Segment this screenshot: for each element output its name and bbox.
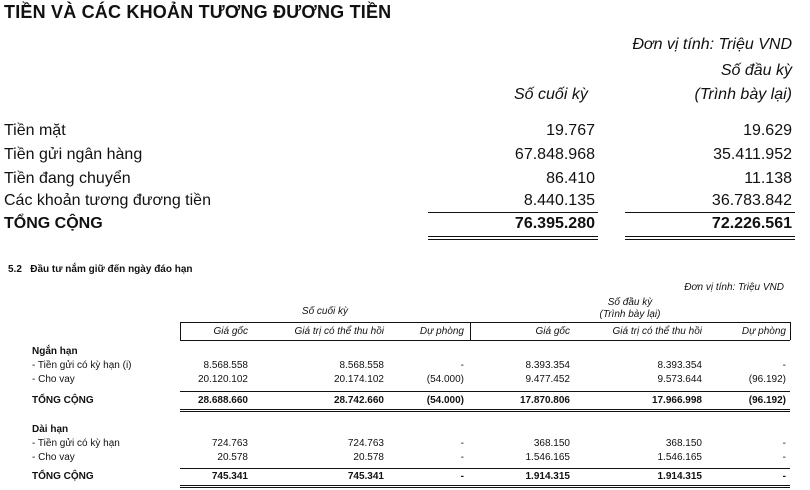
total-value-begin: 72.226.561 — [711, 215, 792, 232]
sub-col-header: Giá trị có thể thu hồi — [612, 326, 702, 337]
total-cell: - — [782, 471, 786, 482]
total-label: TỔNG CỘNG — [4, 215, 103, 232]
sub-col-header: Giá trị có thể thu hồi — [294, 326, 384, 337]
table-cell: - — [782, 360, 786, 371]
table-cell: - — [460, 438, 464, 449]
table-cell: (96.192) — [748, 374, 786, 385]
table-cell: 1.546.165 — [525, 452, 570, 463]
group-header-begin-line2: (Trình bày lại) — [599, 309, 661, 320]
sub-col-header: Dự phòng — [419, 326, 464, 337]
table-cell: - — [782, 438, 786, 449]
table-cell: - — [782, 452, 786, 463]
total-value-end: 76.395.280 — [514, 215, 595, 232]
table-row-label: - Cho vay — [32, 452, 75, 463]
section-title: TIỀN VÀ CÁC KHOẢN TƯƠNG ĐƯƠNG TIỀN — [4, 2, 392, 22]
total-rule — [625, 236, 795, 237]
total-rule — [180, 468, 790, 469]
subsection-title — [8, 264, 193, 275]
table-cell: 8.393.354 — [525, 360, 570, 371]
total-cell: 745.341 — [211, 471, 248, 482]
column-header-end: Số cuối kỳ — [514, 86, 588, 103]
row-value-begin: 35.411.952 — [713, 146, 792, 163]
total-rule — [180, 391, 790, 392]
table-cell: 8.568.558 — [339, 360, 384, 371]
sub-col-header: Dự phòng — [741, 326, 786, 337]
total-label: TỔNG CỘNG — [32, 395, 94, 406]
total-cell: (96.192) — [748, 395, 786, 406]
table-cell: 20.578 — [353, 452, 384, 463]
subtotal-rule — [428, 212, 598, 213]
total-rule — [180, 409, 790, 410]
row-value-end: 8.440.135 — [523, 192, 595, 209]
table-cell: 8.568.558 — [203, 360, 248, 371]
row-value-end: 19.767 — [546, 122, 595, 139]
row-label: Các khoản tương đương tiền — [4, 192, 211, 209]
total-cell: 28.742.660 — [333, 395, 384, 406]
total-rule — [428, 239, 598, 240]
total-rule — [625, 239, 795, 240]
total-rule — [180, 485, 790, 486]
table-cell: 8.393.354 — [657, 360, 702, 371]
table-cell: 20.174.102 — [333, 374, 384, 385]
table-cell: 20.120.102 — [197, 374, 248, 385]
row-value-begin: 36.783.842 — [711, 192, 792, 209]
table-row-label: - Tiền gửi có kỳ hạn (i) — [32, 360, 132, 371]
header-divider — [790, 322, 791, 340]
row-label: Tiền mặt — [4, 122, 66, 139]
table-cell: - — [460, 360, 464, 371]
unit-label: Đơn vị tính: Triệu VND — [632, 36, 792, 53]
table-cell: 368.150 — [533, 438, 570, 449]
subsection-title-text: Đầu tư nắm giữ đến ngày đáo hạn — [30, 264, 193, 275]
total-rule — [180, 411, 790, 412]
subtotal-rule — [625, 212, 795, 213]
total-cell: 1.914.315 — [525, 471, 570, 482]
row-label: Tiền đang chuyển — [4, 170, 131, 187]
table-cell: 724.763 — [347, 438, 384, 449]
table-cell: 1.546.165 — [657, 452, 702, 463]
total-cell: 745.341 — [347, 471, 384, 482]
total-cell: 1.914.315 — [657, 471, 702, 482]
group-header-begin-line1: Số đầu kỳ — [607, 297, 653, 308]
total-cell: 17.966.998 — [651, 395, 702, 406]
group-header-end: Số cuối kỳ — [301, 306, 349, 317]
row-label: Tiền gửi ngân hàng — [4, 146, 143, 163]
total-cell: - — [460, 471, 464, 482]
header-rule — [180, 322, 790, 323]
row-value-end: 86.410 — [546, 170, 595, 187]
column-header-begin-line1: Số đầu kỳ — [720, 62, 792, 79]
table-row-label: - Tiền gửi có kỳ hạn — [32, 438, 120, 449]
table-cell: 368.150 — [665, 438, 702, 449]
header-divider — [470, 322, 471, 340]
header-rule — [180, 340, 790, 341]
table-cell: (54.000) — [426, 374, 464, 385]
table-cell: 20.578 — [217, 452, 248, 463]
unit-label: Đơn vị tính: Triệu VND — [684, 282, 784, 293]
group-heading-short-term: Ngắn hạn — [32, 346, 78, 357]
row-value-begin: 19.629 — [743, 122, 792, 139]
table-cell: - — [460, 452, 464, 463]
total-cell: 28.688.660 — [197, 395, 248, 406]
sub-col-header: Giá gốc — [213, 326, 248, 337]
row-value-begin: 11.138 — [744, 170, 792, 187]
total-rule — [180, 487, 790, 488]
row-value-end: 67.848.968 — [514, 146, 595, 163]
sub-col-header: Giá gốc — [535, 326, 570, 337]
table-cell: 9.573.644 — [657, 374, 702, 385]
total-label: TỔNG CỘNG — [32, 471, 94, 482]
total-cell: 17.870.806 — [519, 395, 570, 406]
table-row-label: - Cho vay — [32, 374, 75, 385]
column-header-begin-line2: (Trình bày lại) — [694, 86, 792, 103]
table-cell: 9.477.452 — [525, 374, 570, 385]
group-heading-long-term: Dài hạn — [32, 424, 69, 435]
total-cell: (54.000) — [426, 395, 464, 406]
subsection-number: 5.2 — [8, 264, 22, 275]
table-cell: 724.763 — [211, 438, 248, 449]
total-rule — [428, 236, 598, 237]
